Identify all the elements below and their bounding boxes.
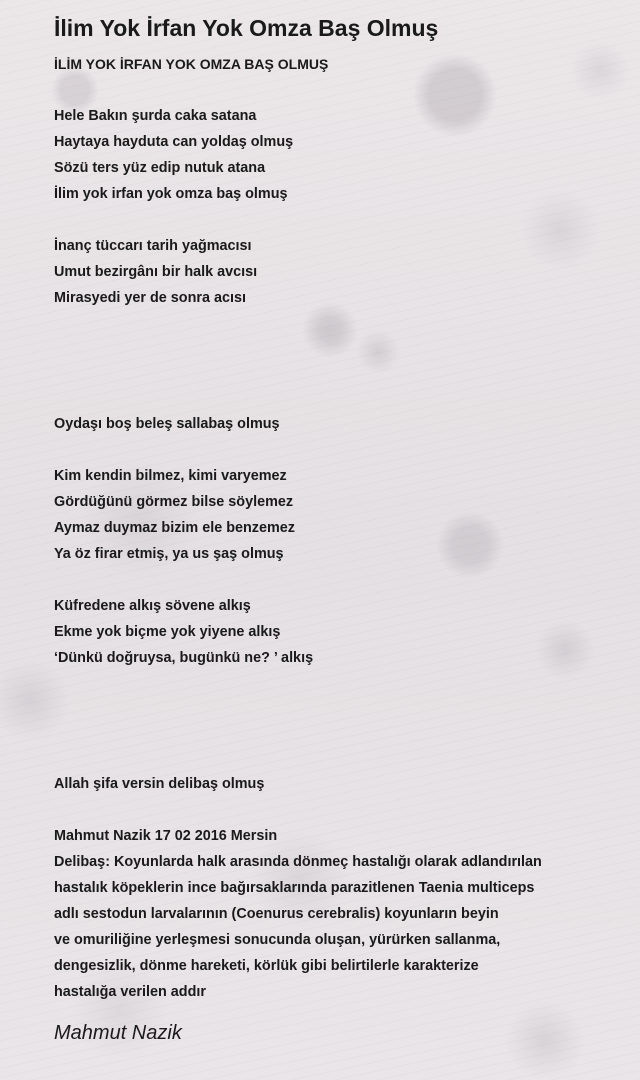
poem-line: Küfredene alkış sövene alkış xyxy=(54,598,251,614)
poem-line: Umut bezirgânı bir halk avcısı xyxy=(54,264,258,280)
poem-line: İnanç tüccarı tarih yağmacısı xyxy=(54,238,252,254)
poem-line: Ya öz firar etmiş, ya us şaş olmuş xyxy=(54,546,284,562)
poem-note-line: hastalığa verilen addır xyxy=(54,984,206,1000)
poem-line: Allah şifa versin delibaş olmuş xyxy=(54,776,265,792)
poem-note-line: hastalık köpeklerin ince bağırsaklarında parazitlenen Taenia multiceps xyxy=(54,880,535,896)
poem-line: Ekme yok biçme yok yiyene alkış xyxy=(54,624,281,640)
poem-note-line: ve omuriliğine yerleşmesi sonucunda oluşan, yürürken sallanma, xyxy=(54,932,501,948)
poem-note-line: Delibaş: Koyunlarda halk arasında dönmeç hastalığı olarak adlandırılan xyxy=(54,854,542,870)
poem-line: İlim yok irfan yok omza baş olmuş xyxy=(54,186,288,202)
poem-line: Kim kendin bilmez, kimi varyemez xyxy=(54,468,287,484)
poem-line: ‘Dünkü doğruysa, bugünkü ne? ’ alkış xyxy=(54,650,314,666)
poem-line: Hele Bakın şurda caka satana xyxy=(54,108,257,124)
poem-title: İlim Yok İrfan Yok Omza Baş Olmuş xyxy=(54,15,439,41)
poem-subtitle: İLİM YOK İRFAN YOK OMZA BAŞ OLMUŞ xyxy=(54,56,329,72)
poem-note-line: dengesizlik, dönme hareketi, körlük gibi belirtilerle karakterize xyxy=(54,958,479,974)
poem-line: Mirasyedi yer de sonra acısı xyxy=(54,290,246,306)
poem-note-line: adlı sestodun larvalarının (Coenurus cerebralis) koyunların beyin xyxy=(54,906,499,922)
poem-line: Gördüğünü görmez bilse söylemez xyxy=(54,494,294,510)
poem-line: Oydaşı boş beleş sallabaş olmuş xyxy=(54,416,280,432)
poem-author: Mahmut Nazik xyxy=(54,1022,182,1044)
poem-line: Haytaya hayduta can yoldaş olmuş xyxy=(54,134,294,150)
poem-line: Sözü ters yüz edip nutuk atana xyxy=(54,160,266,176)
poem-signature-line: Mahmut Nazik 17 02 2016 Mersin xyxy=(54,828,278,844)
poem-line: Aymaz duymaz bizim ele benzemez xyxy=(54,520,295,536)
